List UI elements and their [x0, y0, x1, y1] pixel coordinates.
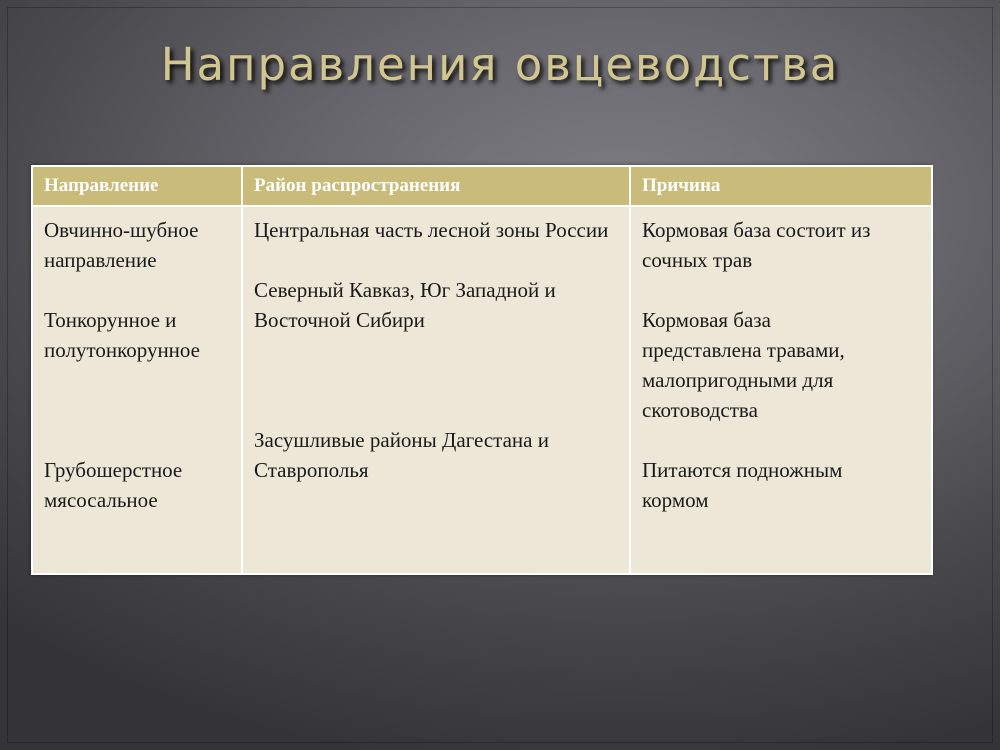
- direction-entry: Тонкорунное и полутонкорунное: [44, 308, 200, 362]
- sheep-breeding-table: [31, 165, 931, 575]
- header-region: Район распространения: [242, 166, 630, 206]
- reason-entry: Кормовая база состоит из сочных трав: [642, 218, 871, 272]
- reason-entry: Питаются подножным кормом: [642, 458, 843, 512]
- region-entry: Засушливые районы Дагестана и Ставрополья: [254, 428, 549, 482]
- direction-entry: Овчинно-шубное направление: [44, 218, 199, 272]
- direction-entry: Грубошерстное мясосальное: [44, 458, 183, 512]
- header-direction: Направление: [32, 166, 242, 206]
- reason-cell: [630, 206, 932, 574]
- table-row: [32, 206, 932, 574]
- header-reason: Причина: [630, 166, 932, 206]
- data-table: [31, 165, 933, 575]
- region-cell: [242, 206, 630, 574]
- table-header-row: [32, 166, 932, 206]
- direction-cell: [32, 206, 242, 574]
- reason-entry: Кормовая база представлена травами, малопригодными для скотоводства: [642, 308, 845, 422]
- region-entry: Центральная часть лесной зоны России: [254, 218, 609, 242]
- region-entry: Северный Кавказ, Юг Западной и Восточной Сибири: [254, 278, 556, 332]
- slide-title: Направления овцеводства: [160, 38, 840, 91]
